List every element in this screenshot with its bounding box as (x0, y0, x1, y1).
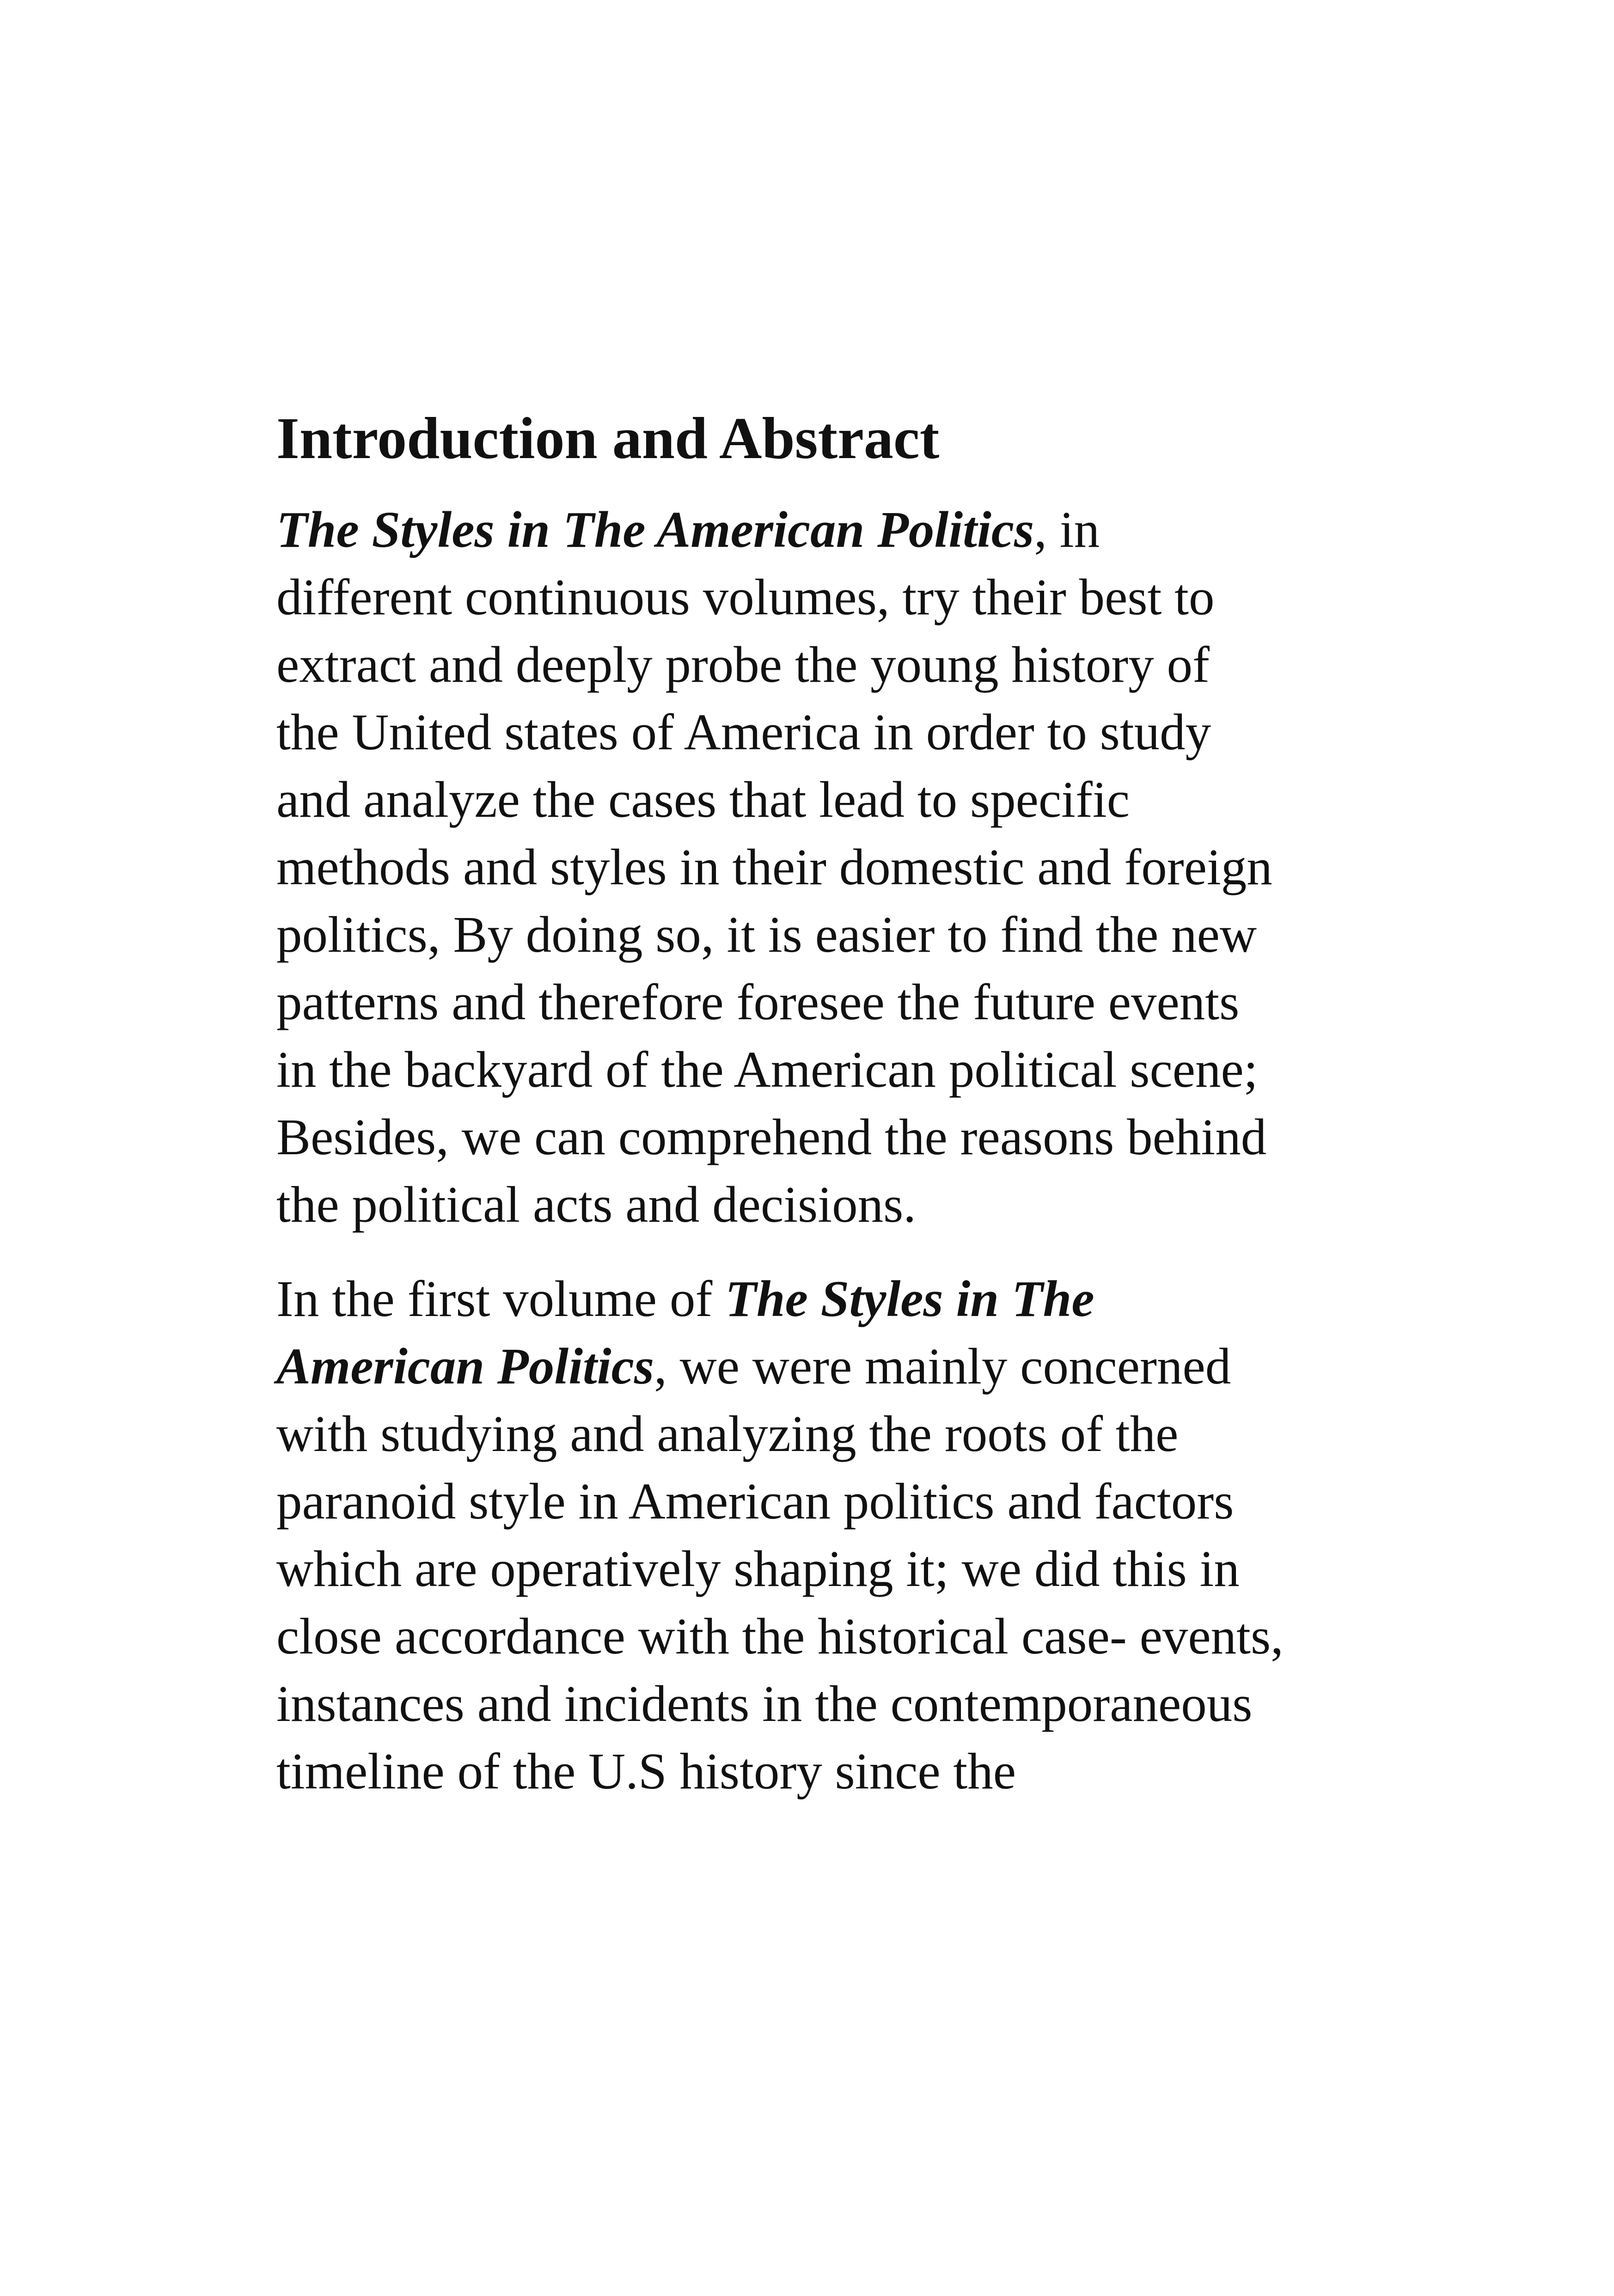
paragraph-line: instances and incidents in the contemporaneous (276, 1676, 1253, 1733)
paragraph-line: extract and deeply probe the young history of (276, 637, 1210, 693)
paragraph-line (276, 1266, 1367, 1333)
paragraph-line: different continuous volumes, try their best to (276, 569, 1215, 626)
line-text: In the first volume of (276, 1271, 726, 1328)
paragraph-line: the United states of America in order to study (276, 704, 1211, 761)
paragraph-1 (276, 496, 1367, 1239)
line-text: , we were mainly concerned (654, 1338, 1231, 1395)
paragraph-line: methods and styles in their domestic and foreign (276, 839, 1272, 896)
paragraph-line: paranoid style in American politics and factors (276, 1473, 1234, 1530)
paragraph-line: patterns and therefore foresee the future events (276, 974, 1240, 1031)
paragraph-line: in the backyard of the American political scene; (276, 1041, 1258, 1098)
emphasized-title: The Styles in The American Politics (276, 502, 1034, 558)
paragraph-line: and analyze the cases that lead to specific (276, 771, 1130, 828)
paragraph-line: Besides, we can comprehend the reasons behind (276, 1109, 1267, 1166)
paragraph-line: timeline of the U.S history since the (276, 1743, 1016, 1800)
emphasized-title: American Politics (276, 1338, 654, 1395)
paragraph-line: politics, By doing so, it is easier to find the new (276, 906, 1257, 963)
paragraph-line (276, 1333, 1367, 1401)
paragraph-line: which are operatively shaping it; we did this in (276, 1541, 1240, 1598)
paragraph-line: with studying and analyzing the roots of the (276, 1406, 1179, 1463)
page-content (276, 401, 1367, 1806)
emphasized-title: The Styles in The (725, 1271, 1094, 1328)
line-text: , in (1034, 502, 1100, 558)
paragraph-line (276, 496, 1367, 564)
paragraph-line: close accordance with the historical case- events, (276, 1608, 1284, 1665)
section-heading: Introduction and Abstract (276, 405, 940, 471)
paragraph-2 (276, 1266, 1367, 1806)
paragraph-line: the political acts and decisions. (276, 1176, 917, 1233)
